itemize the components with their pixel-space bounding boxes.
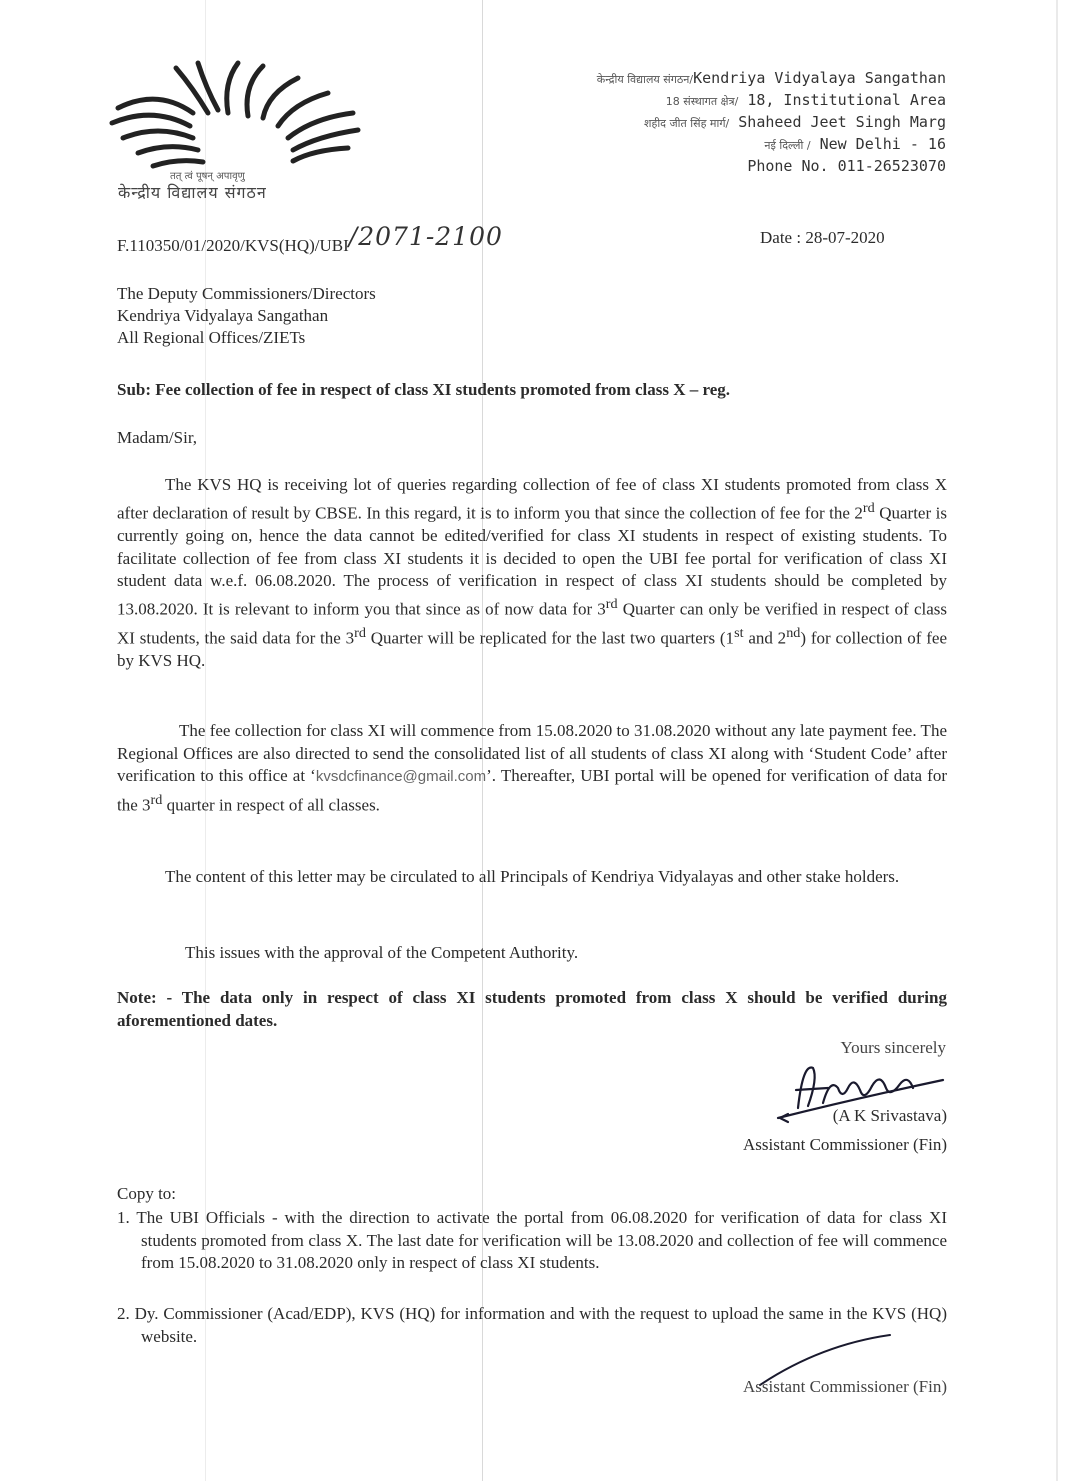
org-name-english: Kendriya Vidyalaya Sangathan [693,69,946,87]
paragraph-1: The KVS HQ is receiving lot of queries regarding collection of fee of class XI students promoted from class X after declaration of result by CBSE. In this regard, it is to inform you that since the collection of fee for the 2rd Quarter is currently going on, hence the data cannot be edited/verified for class XI students in respect of existing students. To facilitate collection of fee from class XI students it is decided to open the UBI fee portal for verification of class XI student data w.e.f. 06.08.2020. The process of verification in respect of class XI students should be completed by 13.08.2020. It is relevant to inform you that since as of now data for 3rd Quarter can only be verified in respect of class XI students, the said data for the 3rd Quarter will be replicated for the last two quarters (1st and 2nd) for collection of fee by KVS HQ. [117,475,948,670]
reference-number: F.110350/01/2020/KVS(HQ)/UBI [117,236,349,255]
reference-line [117,222,503,257]
addressee-line: The Deputy Commissioners/Directors [117,284,376,303]
paragraph-3: The content of this letter may be circulated to all Principals of Kendriya Vidyalayas and other stake holders. [165,867,900,886]
note-text: Note: - The data only in respect of class XI students promoted from class X should be verified during aforementioned dates. [117,988,947,1030]
org-name-hindi: केन्द्रीय विद्यालय संगठन/ [596,73,694,86]
signatory-designation: Assistant Commissioner (Fin) [742,1135,947,1154]
email-link[interactable]: kvsdcfinance@gmail.com [315,768,487,786]
closing: Yours sincerely [840,1038,946,1057]
copy-item: 2. Dy. Commissioner (Acad/EDP), KVS (HQ) for information and with the request to upload the same in the KVS (HQ) website. [117,1304,947,1346]
paragraph-2: The fee collection for class XI will commence from 15.08.2020 to 31.08.2020 without any late payment fee. The Regional Offices are also directed to send the consolidated list of all students of class XI along with ‘Student Code’ after verification to this office at ‘kvsdcfinance@gmail.com’. Thereafter, UBI portal will be opened for verification of data for the 3rd quarter in respect of all classes. [117,721,947,815]
addressee-line: Kendriya Vidyalaya Sangathan [117,306,329,325]
phone-number: Phone No. 011-26523070 [747,157,946,175]
logo-motto: तत् त्वं पूषन् अपावृणु [170,171,245,182]
logo-name: केन्द्रीय विद्यालय संगठन [118,183,267,202]
paragraph-4: This issues with the approval of the Competent Authority. [185,943,579,962]
address2-english: Shaheed Jeet Singh Marg [738,113,946,131]
subject-line: Sub: Fee collection of fee in respect of class XI students promoted from class X – reg. [117,380,731,399]
salutation: Madam/Sir, [117,428,198,447]
handwritten-number: /2071-2100 [348,222,503,251]
signatory-name: (A K Srivastava) [832,1106,947,1125]
letter-date: Date : 28-07-2020 [760,228,885,247]
copy-item: 1. The UBI Officials - with the direction to activate the portal from 06.08.2020 for verification of data for class XI students promoted from class X. The last date for verification will be 13.08.2020 and collection of fee will commence from 15.08.2020 to 31.08.2020 only in respect of class XI students. [117,1208,947,1272]
city-hindi: नई दिल्ली / [764,139,811,152]
address1-english: 18, Institutional Area [747,91,946,109]
scan-edge-line [1056,0,1058,1481]
address1-hindi: 18 संस्थागत क्षेत्र/ [665,95,739,108]
org-address-block [597,68,946,177]
addressee-line: All Regional Offices/ZIETs [117,328,306,347]
addressee-block [117,283,376,349]
copy-to-heading: Copy to: [117,1184,177,1203]
city-english: New Delhi - 16 [819,135,946,153]
footer-designation: Assistant Commissioner (Fin) [742,1377,947,1396]
address2-hindi: शहीद जीत सिंह मार्ग/ [644,117,730,130]
